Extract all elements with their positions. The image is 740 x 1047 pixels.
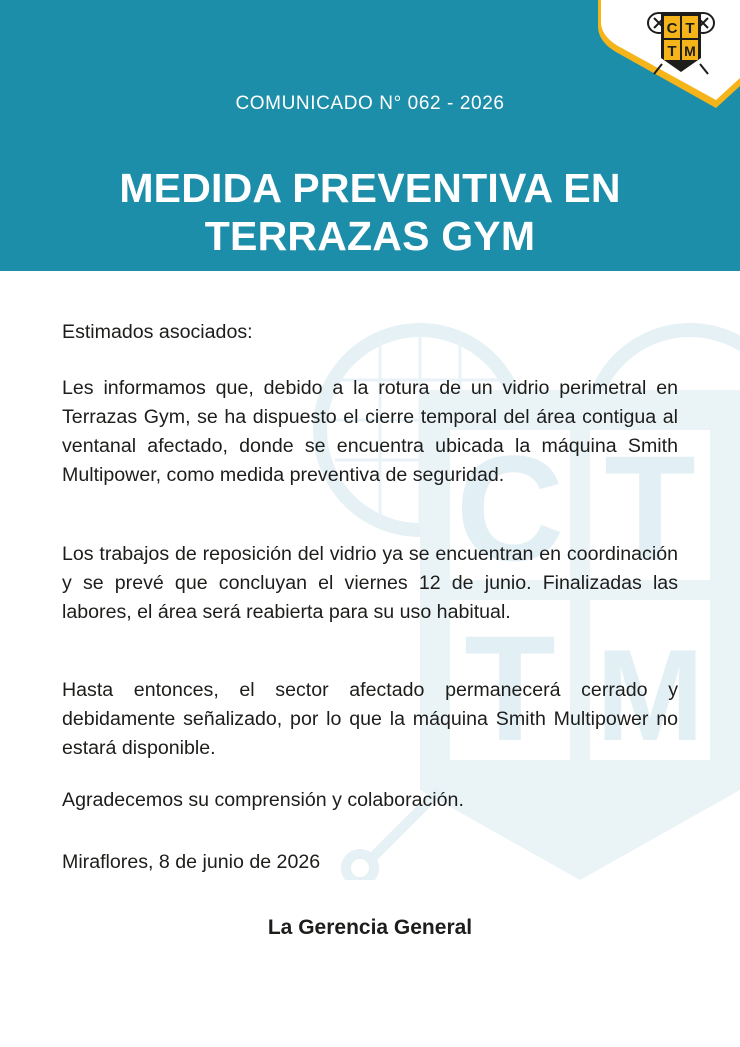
title-line-1: MEDIDA PREVENTIVA EN [119, 165, 621, 211]
paragraph-2: Los trabajos de reposición del vidrio ya se encuentran en coordinación y se prevé que concluyan el viernes 12 de junio. Finalizadas las labores, el área será reabierta para su uso habitual. [62, 543, 678, 623]
svg-text:M: M [595, 622, 705, 768]
communique-number: COMUNICADO N° 062 - 2026 [235, 93, 505, 114]
cttm-crest-logo-icon [598, 0, 740, 110]
svg-text:T: T [604, 424, 696, 592]
title-line-2: TERRAZAS GYM [204, 213, 536, 259]
svg-text:C: C [666, 20, 678, 37]
svg-text:T: T [685, 20, 695, 37]
svg-text:M: M [684, 43, 696, 59]
paragraph-3: Hasta entonces, el sector afectado permanecerá cerrado y debidamente señalizado, por lo que la máquina Smith Multipower no estará disponible. [62, 679, 678, 759]
svg-text:T: T [667, 43, 677, 60]
signature: La Gerencia General [267, 916, 473, 939]
place-date: Miraflores, 8 de junio de 2026 [62, 851, 321, 873]
closing-line: Agradecemos su comprensión y colaboración. [62, 789, 464, 811]
svg-text:T: T [464, 604, 556, 772]
greeting: Estimados asociados: [62, 321, 253, 343]
page-title [0, 164, 740, 260]
svg-text:C: C [455, 424, 565, 592]
paragraph-1: Les informamos que, debido a la rotura de un vidrio perimetral en Terrazas Gym, se ha dispuesto el cierre temporal del área contigua al ventanal afectado, donde se encuentra ubicada la máquina Smith Multipower, como medida preventiva de seguridad. [62, 377, 678, 486]
